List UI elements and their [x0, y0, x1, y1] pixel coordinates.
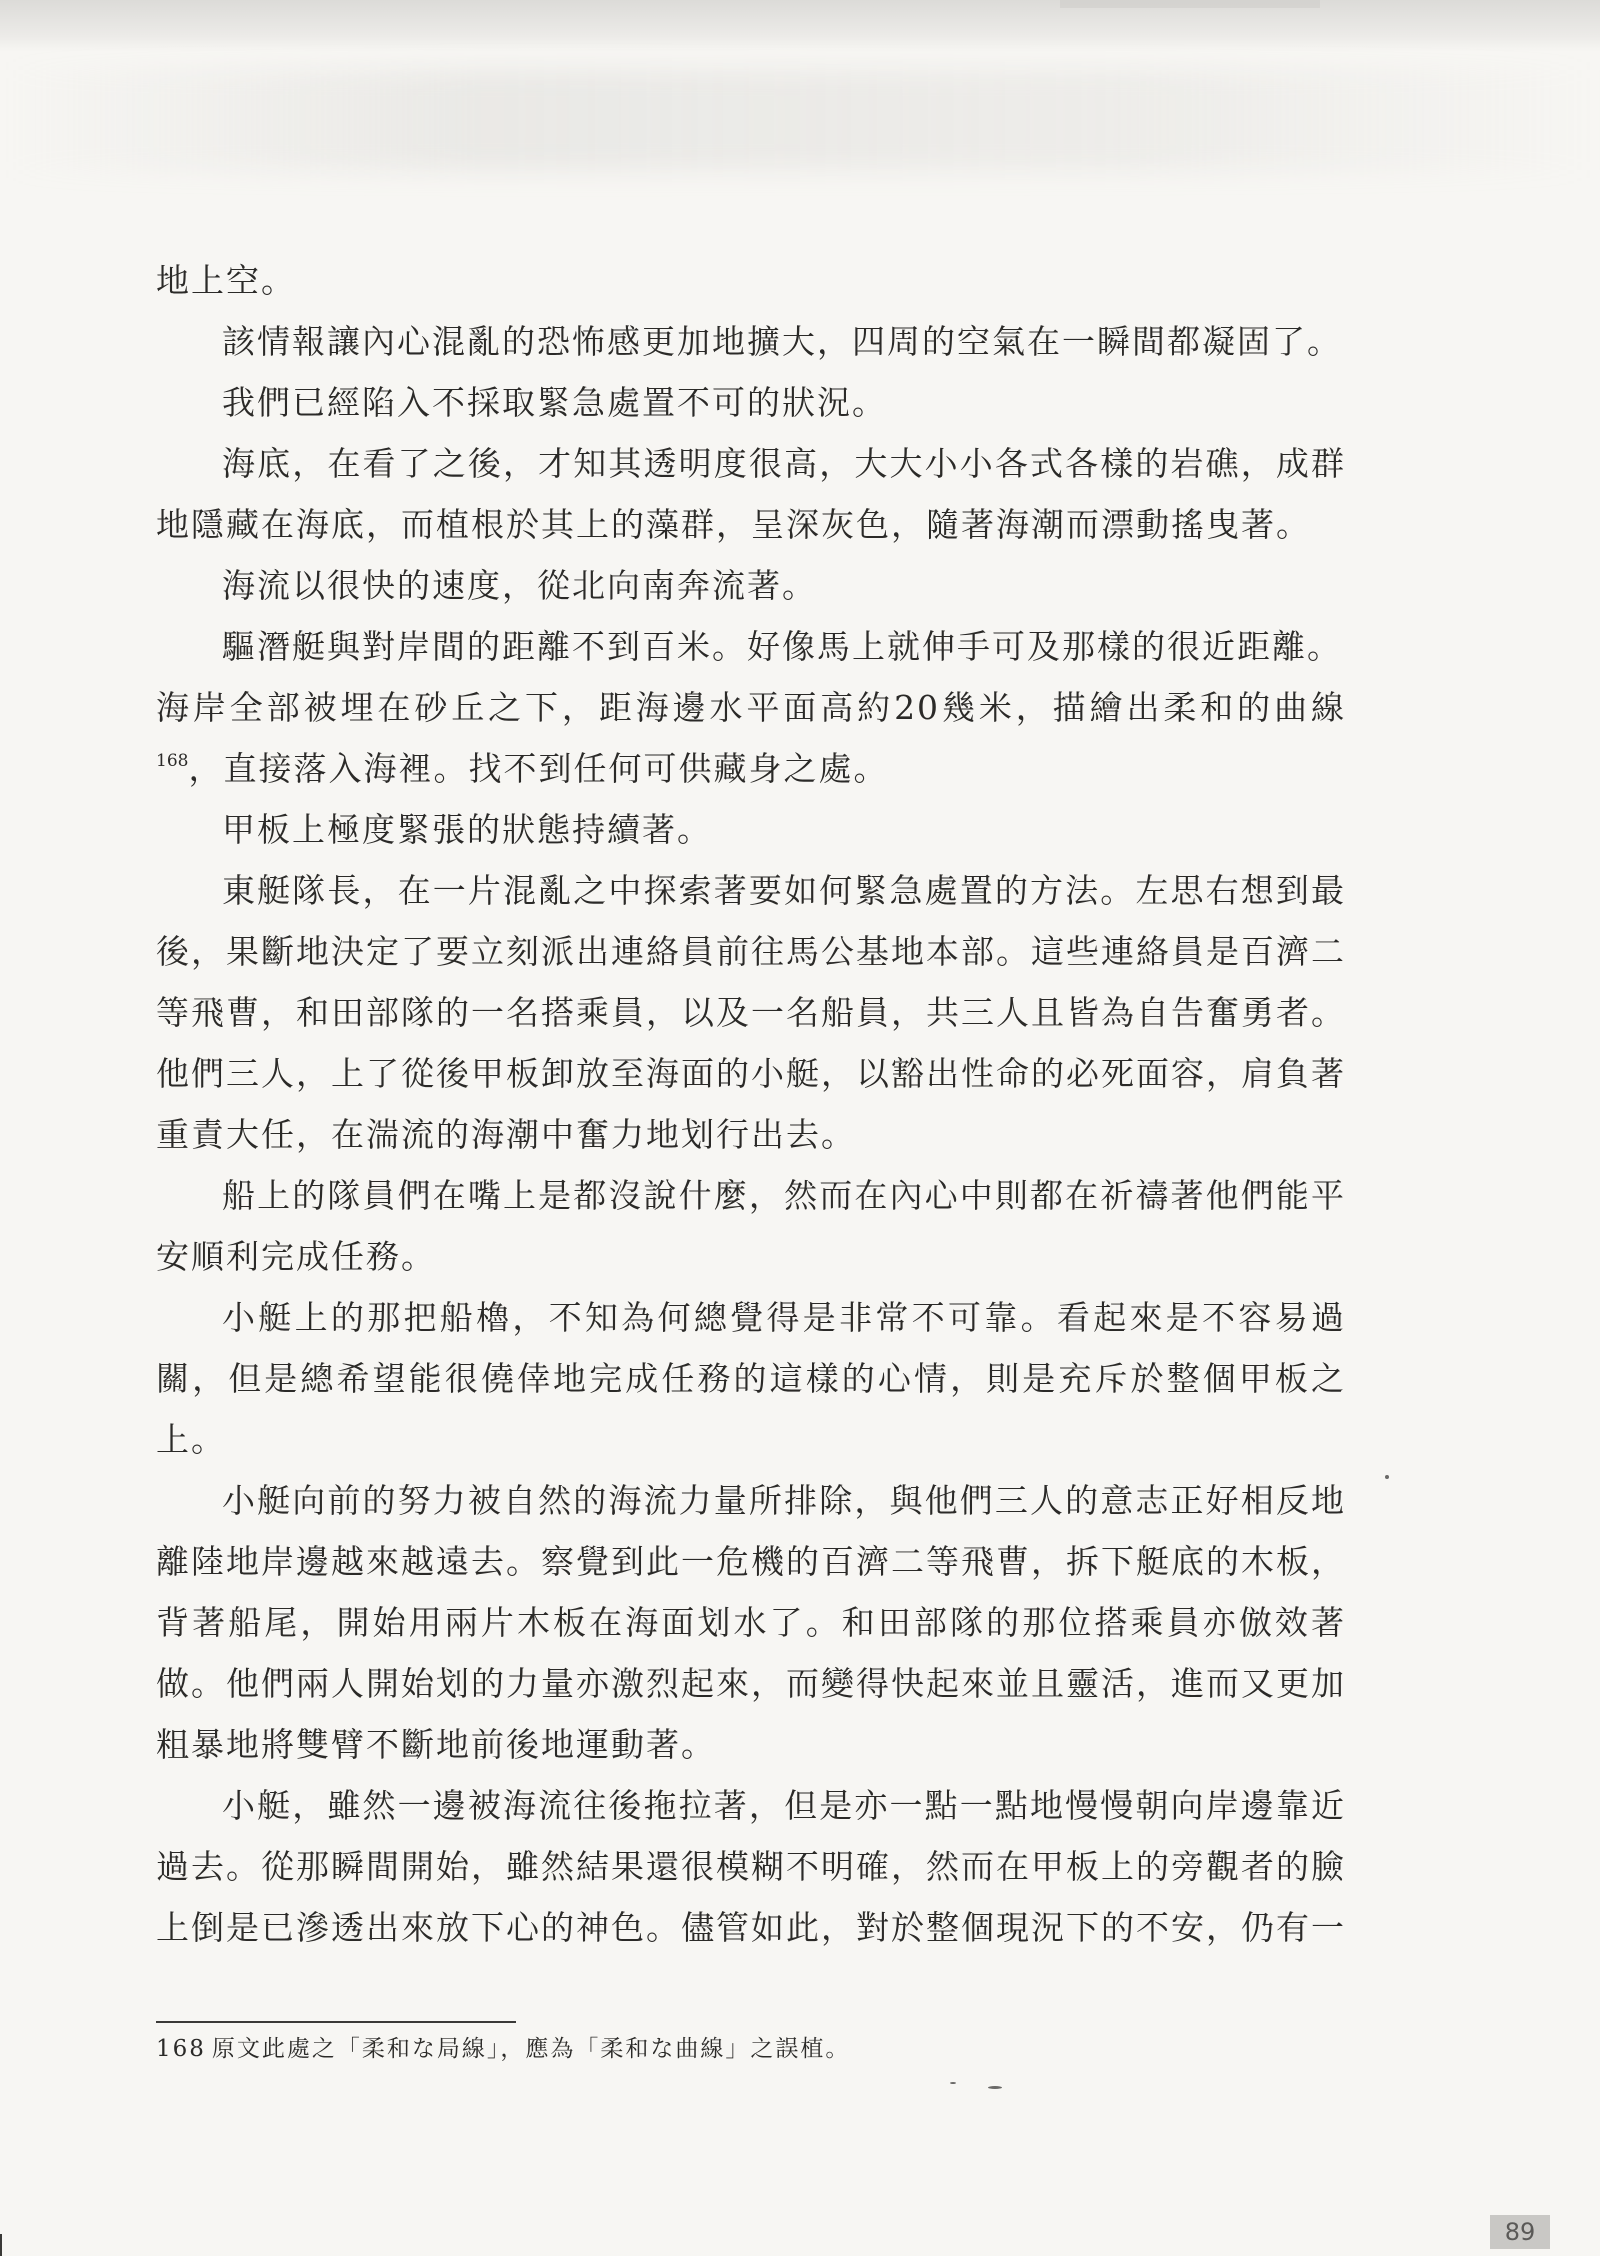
scan-shadow-top	[0, 0, 1600, 52]
paragraph: 海底，在看了之後，才知其透明度很高，大大小小各式各樣的岩礁，成群地隱藏在海底，而植根於其上的藻群，呈深灰色，隨著海潮而漂動搖曳著。	[156, 444, 1346, 544]
paragraph: 小艇上的那把船櫓，不知為何總覺得是非常不可靠。看起來是不容易過關，但是總希望能很僥倖地完成任務的這樣的心情，則是充斥於整個甲板之上。	[156, 1298, 1346, 1459]
scan-edge-mark	[0, 2234, 2, 2256]
scan-smudge	[0, 70, 1600, 170]
page-number: 89	[1490, 2215, 1550, 2249]
paragraph: 驅潛艇與對岸間的距離不到百米。好像馬上就伸手可及那樣的很近距離。	[222, 627, 1342, 666]
footnote-reference[interactable]: 168	[156, 751, 189, 771]
footnote-divider	[156, 2021, 516, 2023]
paragraph-text-before: 海岸全部被埋在砂丘之下，距海邊水平面高約20幾米，描繪出柔和的曲線	[156, 688, 1346, 727]
scan-speck	[1385, 1475, 1389, 1479]
paragraph: 甲板上極度緊張的狀態持續著。	[222, 810, 712, 849]
paragraph-with-footnote	[156, 677, 1346, 799]
paragraph: 該情報讓內心混亂的恐怖感更加地擴大，四周的空氣在一瞬間都凝固了。	[222, 322, 1342, 361]
paragraph: 小艇向前的努力被自然的海流力量所排除，與他們三人的意志正好相反地離陸地岸邊越來越遠去。察覺到此一危機的百濟二等飛曹，拆下艇底的木板，背著船尾，開始用兩片木板在海面划水了。和田部隊的那位搭乘員亦倣效著做。他們兩人開始划的力量亦激烈起來，而變得快起來並且靈活，進而又更加粗暴地將雙臂不斷地前後地運動著。	[156, 1481, 1346, 1764]
scan-speck	[988, 2086, 1002, 2089]
paragraph-text-after: ，直接落入海裡。找不到任何可供藏身之處。	[188, 749, 889, 788]
footnote	[156, 2031, 1356, 2067]
paragraph: 我們已經陷入不採取緊急處置不可的狀況。	[222, 383, 887, 422]
paragraph: 海流以很快的速度，從北向南奔流著。	[222, 566, 817, 605]
main-text	[156, 250, 1346, 1958]
paragraph: 小艇，雖然一邊被海流往後拖拉著，但是亦一點一點地慢慢朝向岸邊靠近過去。從那瞬間開始，雖然結果還很模糊不明確，然而在甲板上的旁觀者的臉上倒是已滲透出來放下心的神色。儘管如此，對於整個現況下的不安，仍有一	[156, 1786, 1346, 1947]
paragraph: 地上空。	[156, 261, 296, 300]
paragraph: 東艇隊長，在一片混亂之中探索著要如何緊急處置的方法。左思右想到最後，果斷地決定了要立刻派出連絡員前往馬公基地本部。這些連絡員是百濟二等飛曹，和田部隊的一名搭乘員，以及一名船員，共三人且皆為自告奮勇者。他們三人，上了從後甲板卸放至海面的小艇，以豁出性命的必死面容，肩負著重責大任，在湍流的海潮中奮力地划行出去。	[156, 871, 1346, 1154]
footnote-number: 168	[156, 2036, 206, 2062]
footnote-text: 原文此處之「柔和な局線」，應為「柔和な曲線」之誤植。	[211, 2036, 851, 2062]
paragraph: 船上的隊員們在嘴上是都沒說什麼，然而在內心中則都在祈禱著他們能平安順利完成任務。	[156, 1176, 1346, 1276]
scan-speck	[950, 2082, 956, 2084]
